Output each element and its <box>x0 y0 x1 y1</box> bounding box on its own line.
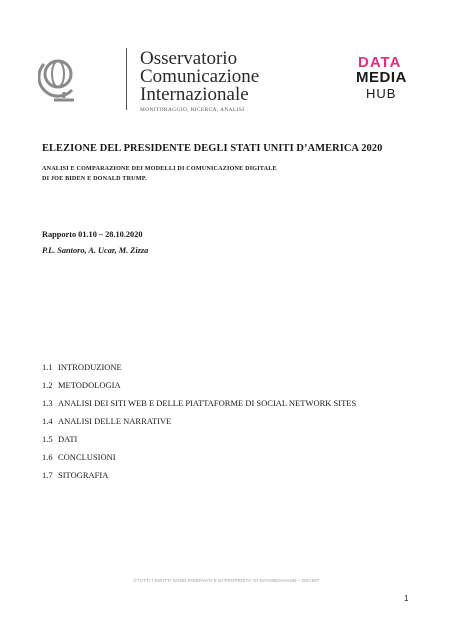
toc-item[interactable] <box>42 451 356 469</box>
org-name-line-3: Internazionale <box>140 84 249 105</box>
toc-item[interactable] <box>42 415 356 433</box>
toc-item-label: METODOLOGIA <box>58 380 121 390</box>
toc-item-number: 1.3 <box>42 398 53 408</box>
report-period: Rapporto 01.10 – 28.10.2020 <box>42 230 143 239</box>
subtitle-line-1: ANALISI E COMPARAZIONE DEI MODELLI DI COMUNICAZIONE DIGITALE <box>42 166 277 172</box>
org-name-line-2: Comunicazione <box>140 66 260 87</box>
toc-item[interactable] <box>42 469 356 487</box>
toc-item-number: 1.5 <box>42 434 53 444</box>
org-name-line-1: Osservatorio <box>140 48 238 69</box>
toc-item-label: DATI <box>58 434 78 444</box>
toc-item-label: CONCLUSIONI <box>58 452 116 462</box>
toc-item-label: INTRODUZIONE <box>58 362 122 372</box>
toc-item-number: 1.1 <box>42 362 53 372</box>
logo-word-data: DATA <box>358 54 402 71</box>
org-name <box>140 50 259 113</box>
authors: P.L. Santoro, A. Ucar, M. Zizza <box>42 246 149 255</box>
toc-item-number: 1.2 <box>42 380 53 390</box>
toc-item[interactable] <box>42 361 356 379</box>
table-of-contents <box>42 361 356 487</box>
document-title: ELEZIONE DEL PRESIDENTE DEGLI STATI UNITI D’AMERICA 2020 <box>42 143 383 154</box>
logo-word-hub: HUB <box>366 86 397 101</box>
logo-divider <box>126 48 127 110</box>
toc-item[interactable] <box>42 397 356 415</box>
datamediahub-logo <box>356 54 412 110</box>
globe-icon <box>38 56 82 106</box>
page-number: 1 <box>404 594 409 603</box>
toc-item-label: SITOGRAFIA <box>58 470 109 480</box>
toc-item-number: 1.7 <box>42 470 53 480</box>
toc-item[interactable] <box>42 433 356 451</box>
toc-item-number: 1.4 <box>42 416 53 426</box>
org-tagline: MONITORAGGIO, RICERCA, ANALISI <box>140 107 245 113</box>
toc-item-number: 1.6 <box>42 452 53 462</box>
logo-word-media: MEDIA <box>356 69 407 86</box>
copyright-notice: ©TUTTI I DIRITTI SONO RISERVATI E DI PROPRIETA’ DI DATAMEDIAHUB – OSCINT <box>133 578 320 583</box>
toc-item-label: ANALISI DEI SITI WEB E DELLE PIATTAFORME DI SOCIAL NETWORK SITES <box>58 398 357 408</box>
toc-item[interactable] <box>42 379 356 397</box>
subtitle-line-2: DI JOE BIDEN E DONALD TRUMP. <box>42 176 147 182</box>
toc-item-label: ANALISI DELLE NARRATIVE <box>58 416 172 426</box>
document-subtitle <box>42 164 277 184</box>
